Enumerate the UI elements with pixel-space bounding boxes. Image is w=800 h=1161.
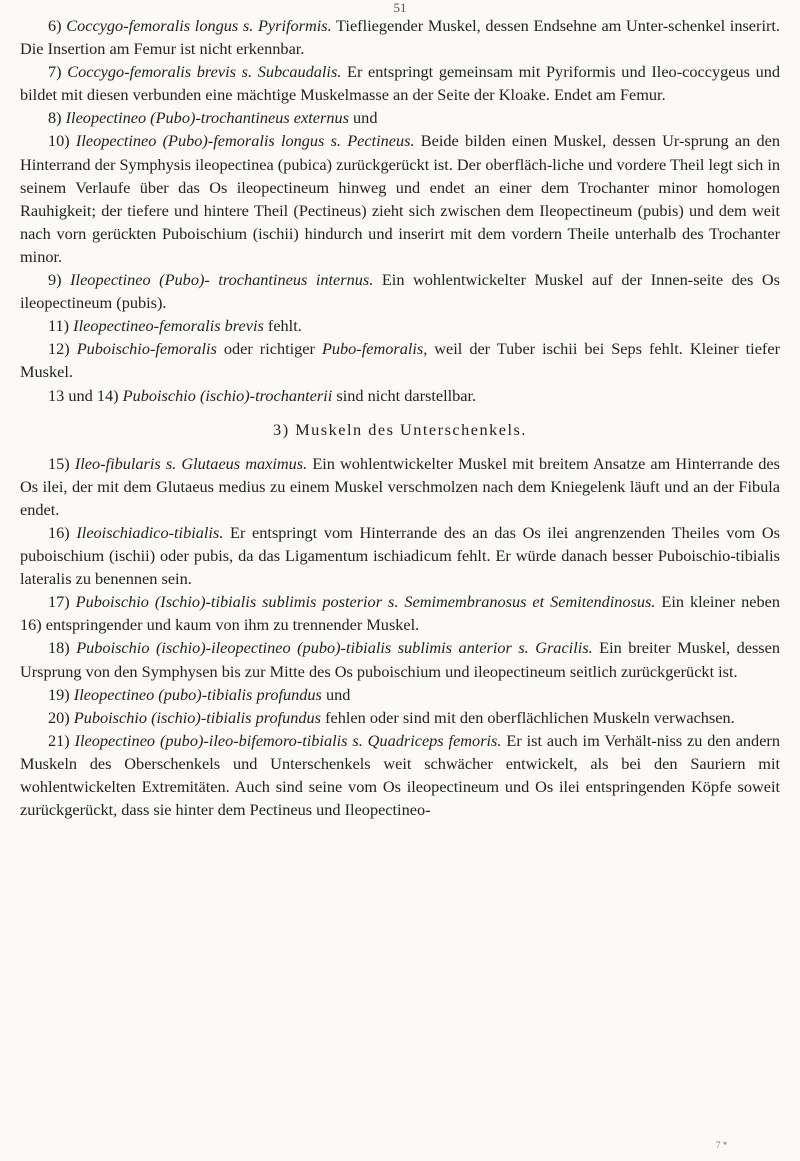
item-number: 17) (48, 592, 76, 612)
muscle-name: Puboischio-femoralis (76, 339, 217, 359)
item-number: 8) (48, 108, 66, 128)
item-number: 19) (48, 684, 74, 704)
item-number: 20) (48, 707, 74, 727)
paragraph (20, 129, 780, 268)
muscle-name: Ileoischiadico-tibialis. (76, 522, 224, 542)
muscle-name: Ileopectineo (Pubo)-femoralis longus s. Pectineus. (75, 131, 415, 151)
paragraph (20, 590, 780, 636)
item-number: 16) (48, 522, 77, 542)
paragraph-text: Ein wohlentwickelter Muskel auf der Innen-seite des Os ileopectineum (pubis). (20, 270, 780, 313)
paragraph (20, 706, 780, 729)
paragraph-text: fehlen oder sind mit den oberflächlichen Muskeln verwachsen. (321, 707, 735, 727)
paragraph-text: sind nicht darstellbar. (332, 385, 477, 405)
muscle-name: Coccygo-femoralis brevis s. Subcaudalis. (67, 62, 342, 82)
item-number: 13 und 14) (48, 385, 123, 405)
paragraph (20, 268, 780, 314)
muscle-name: Puboischio (ischio)-ileopectineo (pubo)-tibialis sublimis anterior s. Gracilis. (76, 638, 593, 658)
paragraph-text: und (348, 108, 378, 128)
paragraph (20, 337, 780, 383)
paragraph (20, 521, 780, 590)
paragraph-text: Tiefliegender Muskel, dessen Endsehne am Unter-schenkel inserirt. Die Insertion am Femur ist nicht erkennbar. (20, 16, 780, 59)
item-number: 21) (48, 730, 75, 750)
paragraph (20, 60, 780, 106)
paragraph-text: und (321, 684, 351, 704)
section-heading (20, 418, 780, 441)
paragraph-text: Ein kleiner neben 16) entspringender und kaum von ihm zu trennender Muskel. (20, 592, 780, 635)
item-number: 6) (48, 16, 67, 35)
muscle-name: Ileopectineo (Pubo)- trochantineus internus. (70, 270, 374, 290)
paragraph-text: weil der Tuber ischii bei Seps fehlt. Kleiner tiefer Muskel. (20, 339, 781, 382)
muscle-name: Ileopectineo (pubo)-tibialis profundus (73, 684, 322, 704)
paragraph-text: Er entspringt vom Hinterrande des an das Os ilei angrenzenden Theiles vom Os puboischium (ischii) oder pubis, da das Ligamentum ischiadicum fehlt. Er würde danach besser Puboischio-tibialis lateralis zu benennen sein. (20, 522, 780, 589)
item-number: 9) (48, 270, 71, 290)
paragraph (20, 314, 780, 337)
item-number: 12) (48, 339, 77, 359)
item-number: 3) (273, 419, 296, 439)
page-body (20, 14, 780, 821)
footer-mark: 7 * (716, 1140, 728, 1150)
muscle-name: Coccygo-femoralis longus s. Pyriformis. (66, 16, 332, 35)
item-number: 11) (48, 316, 74, 336)
paragraph-text: Ein breiter Muskel, dessen Ursprung von den Symphysen bis zur Mitte des Os puboischium und ileopectineum seitlich zurückgerückt ist. (20, 638, 781, 681)
paragraph (20, 452, 780, 521)
muscle-name: Puboischio (ischio)-trochanterii (122, 385, 333, 405)
page-number: 51 (393, 0, 407, 15)
paragraph-text: Muskeln des Unterschenkels. (295, 419, 527, 439)
muscle-name: Ileopectineo (Pubo)-trochantineus externus (65, 108, 349, 128)
paragraph-text: fehlt. (263, 316, 302, 336)
item-number: 7) (48, 62, 68, 82)
paragraph-text: Er ist auch im Verhält-niss zu den andern Muskeln des Oberschenkels und Unterschenkels weit schwächer entwickelt, als bei den Sauriern mit wohlentwickelten Extremitäten. Auch sind seine vom Os ileopectineum und Os ilei entspringenden Köpfe soweit zurückgerückt, dass sie hinter dem Pectineus und Ileopectineo- (20, 730, 780, 820)
paragraph-text: oder richtiger (216, 339, 322, 359)
paragraph (20, 683, 780, 706)
paragraph-text: Ein wohlentwickelter Muskel mit breitem Ansatze am Hinterrande des Os ilei, der mit dem Glutaeus medius zu einem Muskel verschmolzen nach dem Kniegelenk läuft und an der Fibula endet. (20, 453, 780, 519)
paragraph-text: Er entspringt gemeinsam mit Pyriformis und Ileo-coccygeus und bildet mit diesen verbunden eine mächtige Muskelmasse an der Seite der Kloake. Endet am Femur. (20, 62, 781, 105)
paragraph (20, 14, 780, 60)
muscle-name: Pubo-femoralis, (321, 339, 428, 359)
muscle-name: Ileo-fibularis s. Glutaeus maximus. (74, 453, 308, 473)
paragraph (20, 384, 780, 407)
muscle-name: Ileopectineo (pubo)-ileo-bifemoro-tibialis s. Quadriceps femoris. (74, 730, 502, 750)
paragraph (20, 636, 780, 682)
muscle-name: Puboischio (Ischio)-tibialis sublimis posterior s. Semimembranosus et Semitendinosus. (75, 592, 656, 612)
paragraph (20, 106, 780, 129)
item-number: 18) (48, 638, 77, 658)
paragraph (20, 729, 780, 821)
muscle-name: Puboischio (ischio)-tibialis profundus (73, 707, 322, 727)
item-number: 15) (48, 453, 75, 473)
item-number: 10) (48, 131, 76, 151)
paragraph-text: Beide bilden einen Muskel, dessen Ur-sprung an den Hinterrand der Symphysis ileopectinea (pubica) zurückgerückt ist. Der oberfläch-liche und vordere Theil legt sich in seinem Verlaufe über das Os ileopectineum hinweg und endet an einer dem Trochanter minor homologen Rauhigkeit; der tiefere und hintere Theil (Pectineus) zieht sich zwischen dem Ileopectineum (pubis) und dem weit nach vorn gerückten Puboischium (ischii) hindurch und inserirt mit dem vordern Theile unterhalb des Trochanter minor. (20, 131, 780, 266)
muscle-name: Ileopectineo-femoralis brevis (73, 316, 264, 336)
